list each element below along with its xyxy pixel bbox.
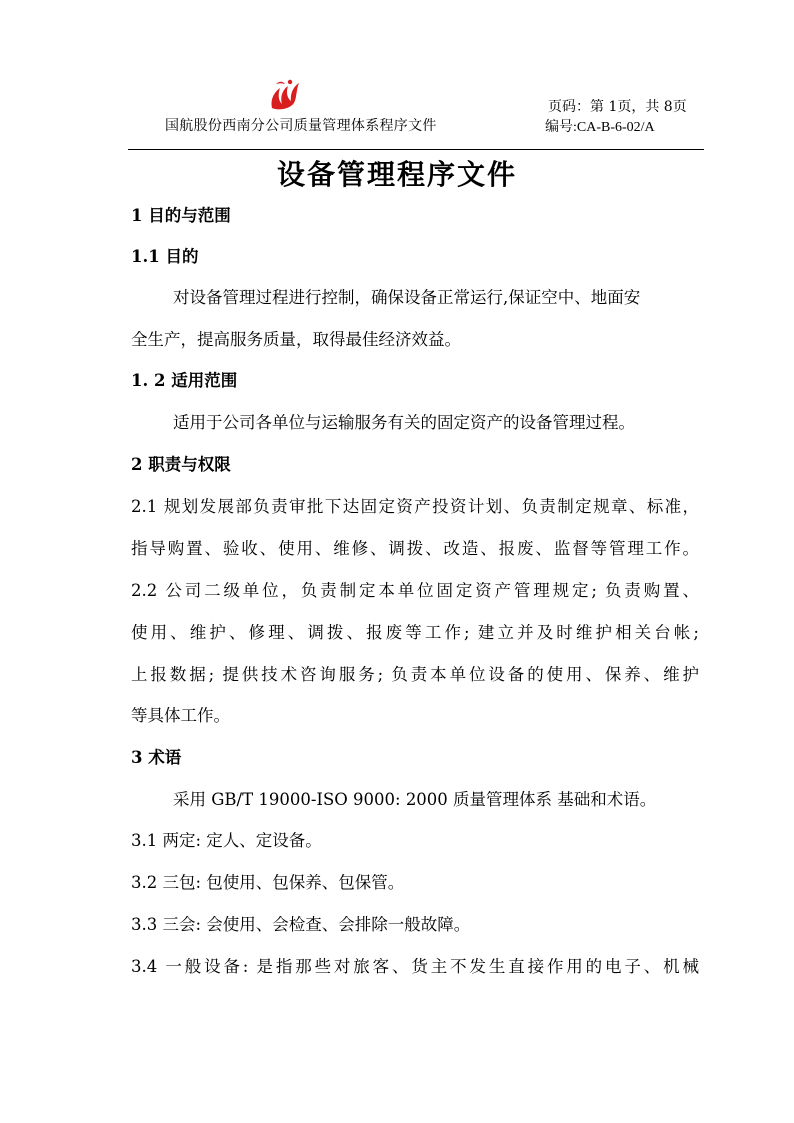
section-2-2-line-4: 等具体工作。 (131, 706, 230, 725)
section-2-1-line-2: 指导购置、验收、使用、维修、调拨、改造、报废、监督等管理工作。 (131, 539, 699, 558)
section-2-1-line-1: 2.1 规划发展部负责审批下达固定资产投资计划、负责制定规章、标准， (131, 497, 699, 516)
section-3-paragraph: 采用 GB/T 19000-ISO 9000: 2000 质量管理体系 基础和术语。 (173, 790, 657, 809)
section-1-2-heading: 1. 2 适用范围 (131, 371, 238, 390)
section-3-heading: 3 术语 (131, 748, 182, 767)
page-number-info: 页码：第 1页，共 8页 (548, 99, 687, 115)
document-title: 设备管理程序文件 (276, 158, 517, 191)
air-china-phoenix-logo-icon (266, 78, 302, 110)
section-2-heading: 2 职责与权限 (131, 455, 231, 474)
section-2-2-line-1: 2.2 公司二级单位，负责制定本单位固定资产管理规定; 负责购置、 (131, 581, 699, 600)
section-2-2-line-2: 使用、维护、修理、调拨、报废等工作; 建立并及时维护相关台帐; (131, 623, 699, 642)
section-3-1-item: 3.1 两定: 定人、定设备。 (131, 831, 322, 850)
header-divider (128, 149, 704, 150)
section-3-3-item: 3.3 三会: 会使用、会检查、会排除一般故障。 (131, 915, 471, 934)
document-number: 编号:CA-B-6-02/A (545, 120, 655, 135)
section-1-1-paragraph-line-2: 全生产，提高服务质量，取得最佳经济效益。 (131, 330, 461, 349)
section-1-1-paragraph-line-1: 对设备管理过程进行控制，确保设备正常运行,保证空中、地面安 (173, 288, 641, 307)
section-3-4-item: 3.4 一般设备: 是指那些对旅客、货主不发生直接作用的电子、机械 (131, 957, 699, 976)
section-1-1-heading: 1.1 目的 (131, 247, 199, 266)
section-1-2-paragraph: 适用于公司各单位与运输服务有关的固定资产的设备管理过程。 (173, 413, 635, 432)
company-doc-series: 国航股份西南分公司质量管理体系程序文件 (165, 118, 437, 134)
page-header (0, 0, 794, 152)
section-2-2-line-3: 上报数据; 提供技术咨询服务; 负责本单位设备的使用、保养、维护 (131, 665, 699, 684)
section-3-2-item: 3.2 三包: 包使用、包保养、包保管。 (131, 873, 405, 892)
section-1-heading: 1 目的与范围 (131, 206, 231, 225)
